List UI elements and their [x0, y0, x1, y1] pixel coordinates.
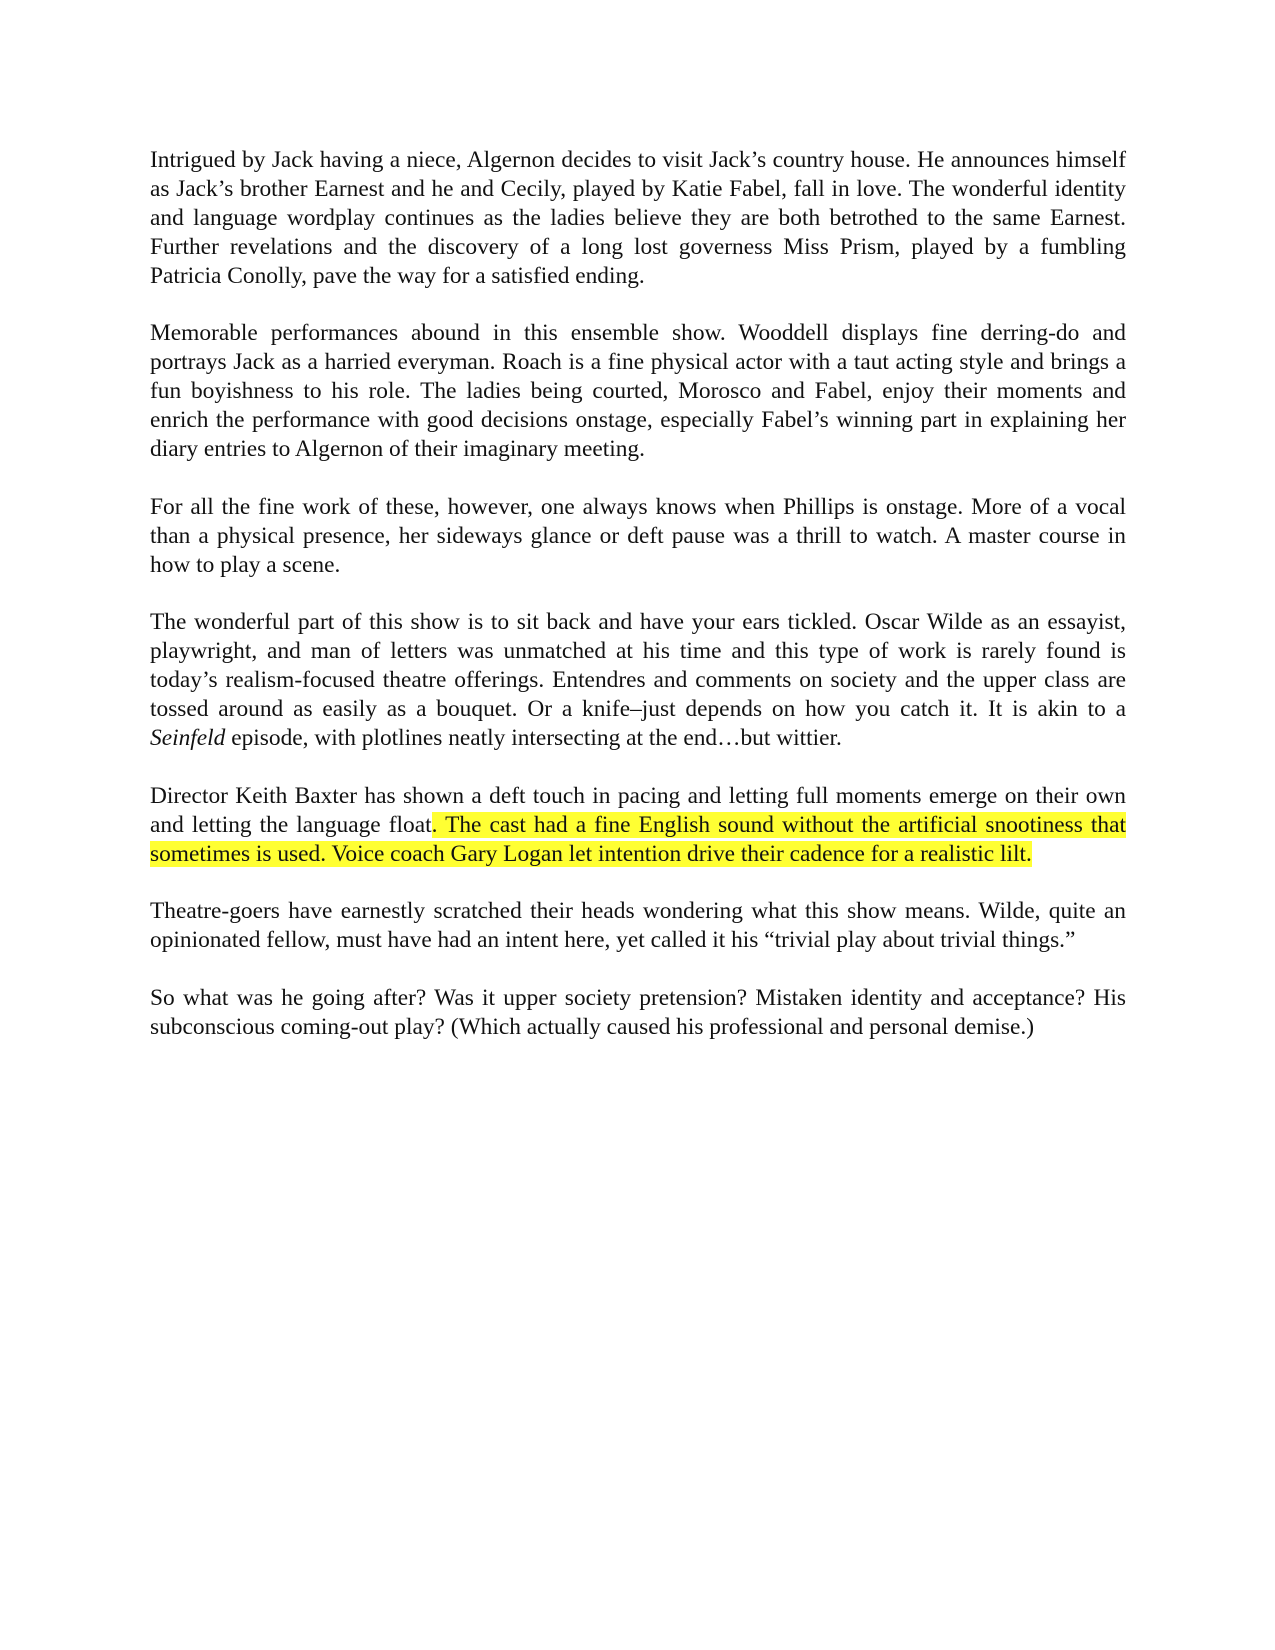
paragraph-text-after-italic: episode, with plotlines neatly intersecting at the end…but wittier.	[225, 725, 842, 752]
paragraph-text-before-italic: The wonderful part of this show is to sit back and have your ears tickled. Oscar Wilde as an essayist, playwright, and man of letters was unmatched at his time and this type of work is rarely found is today’s realism-focused theatre offerings. Entendres and comments on society and the upper class are tossed around as easily as a bouquet. Or a knife–just depends on how you catch it. It is akin to a	[150, 609, 1126, 723]
paragraph-director	[150, 782, 1126, 869]
paragraph-meaning: Theatre-goers have earnestly scratched their heads wondering what this show means. Wilde, quite an opinionated fellow, must have had an intent here, yet called it his “trivial play about trivial things.”	[150, 898, 1126, 954]
paragraph-wilde-language	[150, 608, 1126, 753]
paragraph-questions: So what was he going after? Was it upper society pretension? Mistaken identity and acceptance? His subconscious coming-out play? (Which actually caused his professional and personal demise.)	[150, 985, 1126, 1041]
document-page	[150, 146, 1126, 1071]
highlighted-text: . The cast had a fine English sound without the artificial snootiness that sometimes is used. Voice coach Gary Logan let intention drive their cadence for a realistic lilt.	[150, 811, 1126, 867]
paragraph-text-plain: Director Keith Baxter has shown a deft touch in pacing and letting full moments emerge on their own and letting the language float	[150, 782, 1126, 838]
paragraph-phillips: For all the fine work of these, however, one always knows when Phillips is onstage. More of a vocal than a physical presence, her sideways glance or deft pause was a thrill to watch. A master course in how to play a scene.	[150, 493, 1126, 578]
paragraph-performances: Memorable performances abound in this ensemble show. Wooddell displays fine derring-do and portrays Jack as a harried everyman. Roach is a fine physical actor with a taut acting style and brings a fun boyishness to his role. The ladies being courted, Morosco and Fabel, enjoy their moments and enrich the performance with good decisions onstage, especially Fabel’s winning part in explaining her diary entries to Algernon of their imaginary meeting.	[150, 320, 1126, 463]
italic-title-seinfeld: Seinfeld	[150, 725, 226, 752]
paragraph-plot-summary: Intrigued by Jack having a niece, Algernon decides to visit Jack’s country house. He announces himself as Jack’s brother Earnest and he and Cecily, played by Katie Fabel, fall in love. The wonderful identity and language wordplay continues as the ladies believe they are both betrothed to the same Earnest. Further revelations and the discovery of a long lost governess Miss Prism, played by a fumbling Patricia Conolly, pave the way for a satisfied ending.	[150, 147, 1126, 289]
